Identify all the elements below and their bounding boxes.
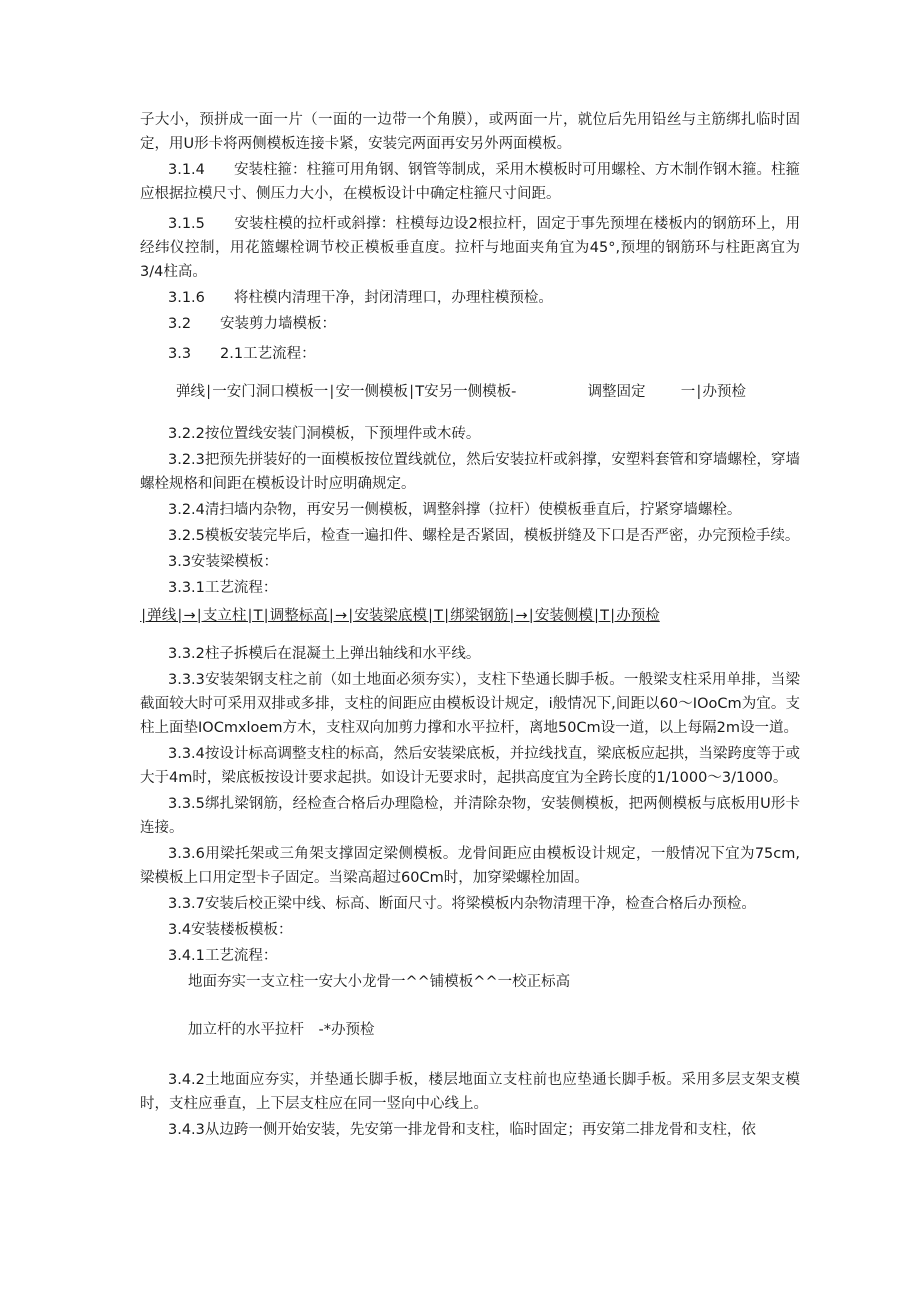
paragraph-3-1-4: 3.1.4 安装柱箍：柱箍可用角钢、钢管等制成，采用木模板时可用螺栓、方木制作钢木箍。柱箍应根据拉模尺寸、侧压力大小，在模板设计中确定柱箍尺寸间距。 bbox=[140, 162, 800, 202]
wall-process-flow bbox=[140, 380, 800, 404]
paragraph-3-2-5: 3.2.5模板安装完毕后，检查一遍扣件、螺栓是否紧固，模板拼缝及下口是否严密，办完预检手续。 bbox=[168, 528, 800, 544]
paragraph-column-assembly: 子大小，预拼成一面一片（一面的一边带一个角膜），或两面一片，就位后先用铅丝与主筋绑扎临时固定，用U形卡将两侧模板连接卡紧，安装完两面再安另外两面模板。 bbox=[140, 112, 800, 152]
heading-3-2: 3.2 安装剪力墙模板： bbox=[168, 316, 337, 332]
paragraph-3-3-6: 3.3.6用梁托架或三角架支撑固定梁侧模板。龙骨间距应由模板设计规定，一般情况下宜为75cm,梁模板上口用定型卡子固定。当梁高超过60Cm时，加穿梁螺栓加固。 bbox=[140, 846, 800, 886]
wall-flow-part-c: 一∣办预检 bbox=[680, 384, 747, 400]
beam-process-flow bbox=[140, 604, 800, 628]
slab-process-flow-line2: 加立杆的水平拉杆 -*办预检 bbox=[188, 1022, 375, 1038]
paragraph-3-3-5: 3.3.5绑扎梁钢筋，经检查合格后办理隐检，并清除杂物，安装侧模板，把两侧模板与底板用U形卡连接。 bbox=[140, 796, 800, 836]
beam-flow-text: ∣弹线∣→∣支立柱∣T∣调整标高∣→∣安装梁底模∣T∣绑梁钢筋∣→∣安装侧模∣T∣办预检 bbox=[140, 608, 660, 624]
wall-flow-part-b: 调整固定 bbox=[587, 384, 646, 400]
paragraph-3-2-2: 3.2.2按位置线安装门洞模板，下预埋件或木砖。 bbox=[168, 426, 481, 442]
paragraph-3-3-7: 3.3.7安装后校正梁中线、标高、断面尺寸。将梁模板内杂物清理干净，检查合格后办预检。 bbox=[168, 896, 756, 912]
paragraph-3-1-5: 3.1.5 安装柱模的拉杆或斜撑：柱模每边设2根拉杆，固定于事先预埋在楼板内的钢筋环上，用经纬仪控制，用花篮螺栓调节校正模板垂直度。拉杆与地面夹角宜为45°,预埋的钢筋环与柱距离宜为3/4柱高。 bbox=[140, 216, 800, 280]
wall-flow-part-a: 弹线∣一安门洞口模板一∣安一侧模板∣T安另一侧模板- bbox=[176, 384, 517, 400]
heading-3-4-1: 3.4.1工艺流程： bbox=[168, 948, 278, 964]
paragraph-3-3-4: 3.3.4按设计标高调整支柱的标高，然后安装梁底板，并拉线找直，梁底板应起拱，当梁跨度等于或大于4m时，梁底板按设计要求起拱。如设计无要求时，起拱高度宜为全跨长度的1/1000～3/1000。 bbox=[140, 746, 800, 786]
paragraph-3-2-3: 3.2.3把预先拼装好的一面模板按位置线就位，然后安装拉杆或斜撑，安塑料套管和穿墙螺栓，穿墙螺栓规格和间距在模板设计时应明确规定。 bbox=[140, 452, 800, 492]
heading-3-3-2-1: 3.3 2.1工艺流程： bbox=[168, 346, 316, 362]
paragraph-3-4-3: 3.4.3从边跨一侧开始安装，先安第一排龙骨和支柱，临时固定；再安第二排龙骨和支柱，依 bbox=[168, 1122, 756, 1138]
document-body bbox=[140, 108, 800, 1144]
slab-process-flow-line1: 地面夯实一支立柱一安大小龙骨一^^铺模板^^一校正标高 bbox=[188, 974, 571, 990]
heading-3-4: 3.4安装楼板模板： bbox=[168, 922, 293, 938]
paragraph-3-3-2: 3.3.2柱子拆模后在混凝土上弹出轴线和水平线。 bbox=[168, 646, 481, 662]
paragraph-3-4-2: 3.4.2土地面应夯实，并垫通长脚手板，楼层地面立支柱前也应垫通长脚手板。采用多层支架支模时，支柱应垂直，上下层支柱应在同一竖向中心线上。 bbox=[140, 1072, 800, 1112]
heading-3-3: 3.3安装梁模板： bbox=[168, 554, 279, 570]
heading-3-3-1: 3.3.1工艺流程： bbox=[168, 580, 278, 596]
paragraph-3-2-4: 3.2.4清扫墙内杂物，再安另一侧模板，调整斜撑（拉杆）使模板垂直后，拧紧穿墙螺栓。 bbox=[168, 502, 742, 518]
paragraph-3-1-6: 3.1.6 将柱模内清理干净，封闭清理口，办理柱模预检。 bbox=[168, 290, 553, 306]
paragraph-3-3-3: 3.3.3安装架钢支柱之前（如土地面必须夯实），支柱下垫通长脚手板。一般梁支柱采用单排，当梁截面较大时可采用双排或多排，支柱的间距应由模板设计规定，i般情况下,间距以60～IOoCm为宜。支柱上面垫IOCmxloem方木，支柱双向加剪力撑和水平拉杆，离地50Cm设一道，以上每隔2m设一道。 bbox=[140, 672, 800, 736]
